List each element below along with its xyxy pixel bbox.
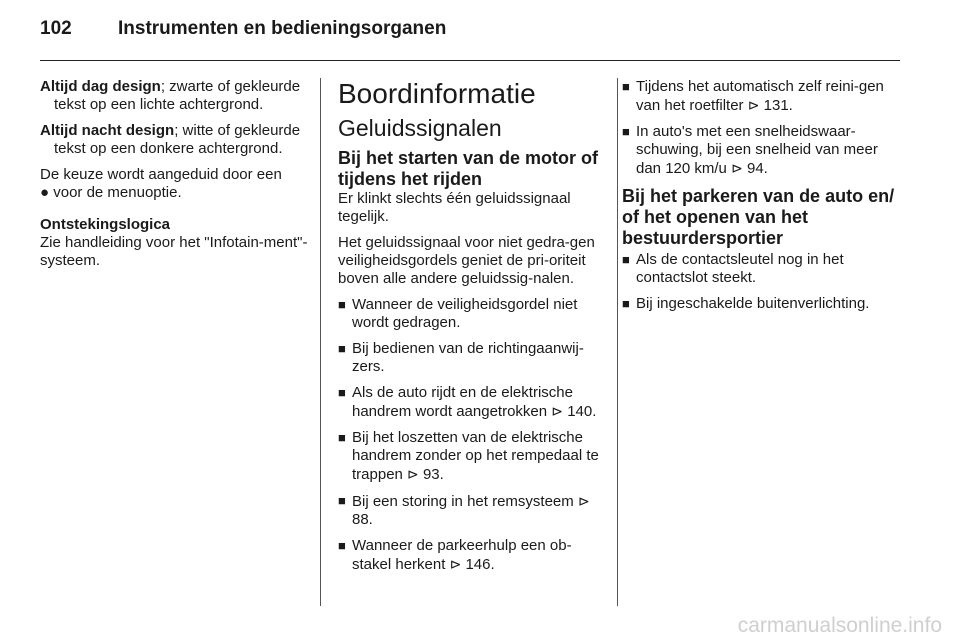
day-design-text: ; zwarte of gekleurde tekst op een lichte achtergrond. <box>54 78 301 113</box>
list-item-text: Wanneer de parkeerhulp een ob-stakel herkent <box>352 537 572 573</box>
header-rule <box>40 60 900 61</box>
page-reference-icon: ⊳ <box>577 493 590 509</box>
parking-signal-list <box>622 251 904 313</box>
list-item-text: Tijdens het automatisch zelf reini-gen van het roetfilter <box>636 78 884 114</box>
list-item <box>622 251 904 287</box>
list-item <box>622 123 904 178</box>
page-reference[interactable]: 140. <box>567 403 597 420</box>
list-item-text: Wanneer de veiligheidsgordel niet wordt gedragen. <box>352 296 578 331</box>
list-item-text: Bij bedienen van de richtingaanwij-zers. <box>352 340 584 375</box>
night-design-text: ; witte of gekleurde tekst op een donkere achtergrond. <box>54 122 301 157</box>
subsection-title: Geluidssignalen <box>338 115 502 141</box>
single-signal-paragraph: Er klinkt slechts één geluidssignaal tegelijk. <box>338 190 571 225</box>
list-item-text: Als de contactsleutel nog in het contactslot steekt. <box>636 251 844 286</box>
list-item <box>338 429 608 484</box>
night-design-term: Altijd nacht design <box>40 122 175 139</box>
ignition-paragraph: Zie handleiding voor het "Infotain-ment"-systeem. <box>40 234 308 269</box>
page-number: 102 <box>40 18 72 39</box>
page-reference-icon: ⊳ <box>551 403 564 419</box>
bullet-icon: ■ <box>338 297 346 312</box>
bullet-icon: ■ <box>622 79 630 94</box>
bullet-icon: ■ <box>622 252 630 267</box>
parking-heading: Bij het parkeren van de auto en/ of het openen van het bestuurdersportier <box>622 186 895 248</box>
day-design-paragraph <box>40 78 310 114</box>
page-reference[interactable]: 94. <box>746 160 768 177</box>
page-reference-icon: ⊳ <box>731 160 743 176</box>
list-item-text: Bij een storing in het remsysteem <box>352 493 574 510</box>
list-item <box>338 492 608 529</box>
bullet-icon: ■ <box>338 341 346 356</box>
list-item <box>622 78 904 115</box>
list-item-text: Bij het loszetten van de elektrische handrem zonder op het rempedaal te trappen <box>352 429 599 483</box>
night-design-paragraph <box>40 122 310 158</box>
page-header <box>40 18 446 40</box>
page-reference[interactable]: 131. <box>763 97 793 114</box>
ignition-heading-text: Ontstekingslogica <box>40 216 171 233</box>
chapter-title: Instrumenten en bedieningsorganen <box>118 18 447 39</box>
page-reference[interactable]: 88. <box>352 511 373 528</box>
page-reference-icon: ⊳ <box>407 466 419 482</box>
topic-heading: Bij het starten van de motor of tijdens het rijden <box>338 148 599 189</box>
list-item-text: Bij ingeschakelde buitenverlichting. <box>636 295 870 312</box>
list-item-text: Als de auto rijdt en de elektrische handrem wordt aangetrokken <box>352 384 573 420</box>
list-item <box>338 296 608 332</box>
watermark: carmanualsonline.info <box>737 614 942 637</box>
column-middle <box>338 78 608 582</box>
signal-list <box>338 296 608 574</box>
list-item <box>338 537 608 574</box>
column-divider-1 <box>320 78 321 606</box>
bullet-icon: ■ <box>338 538 346 553</box>
page-reference[interactable]: 146. <box>465 556 495 573</box>
bullet-icon: ■ <box>338 493 346 508</box>
page-reference-icon: ⊳ <box>449 556 462 572</box>
column-left <box>40 78 310 278</box>
selection-paragraph <box>40 166 310 202</box>
signal-list-continued <box>622 78 904 178</box>
list-item-text: In auto's met een snelheidswaar-schuwing, bij een snelheid van meer dan 120 km/u <box>636 123 878 177</box>
list-item <box>338 384 608 421</box>
selection-text-b: voor de menuoptie. <box>53 184 182 201</box>
seatbelt-priority-paragraph: Het geluidssignaal voor niet gedra-gen veiligheidsgordels geniet de pri-oriteit boven alle andere geluidssig-nalen. <box>338 234 595 287</box>
bullet-icon: ■ <box>338 385 346 400</box>
list-item <box>338 340 608 376</box>
day-design-term: Altijd dag design <box>40 78 161 95</box>
bullet-icon: ■ <box>622 296 630 311</box>
bullet-icon: ■ <box>622 124 630 139</box>
page-reference[interactable]: 93. <box>422 466 444 483</box>
list-item <box>622 295 904 313</box>
column-divider-2 <box>617 78 618 606</box>
ignition-heading <box>40 216 310 234</box>
section-title: Boordinformatie <box>338 78 536 109</box>
bullet-icon: ■ <box>338 430 346 445</box>
column-right <box>622 78 904 321</box>
selection-text-a: De keuze wordt aangeduid door een <box>40 166 282 183</box>
page-reference-icon: ⊳ <box>747 97 760 113</box>
selected-dot-icon: ● <box>40 184 50 201</box>
